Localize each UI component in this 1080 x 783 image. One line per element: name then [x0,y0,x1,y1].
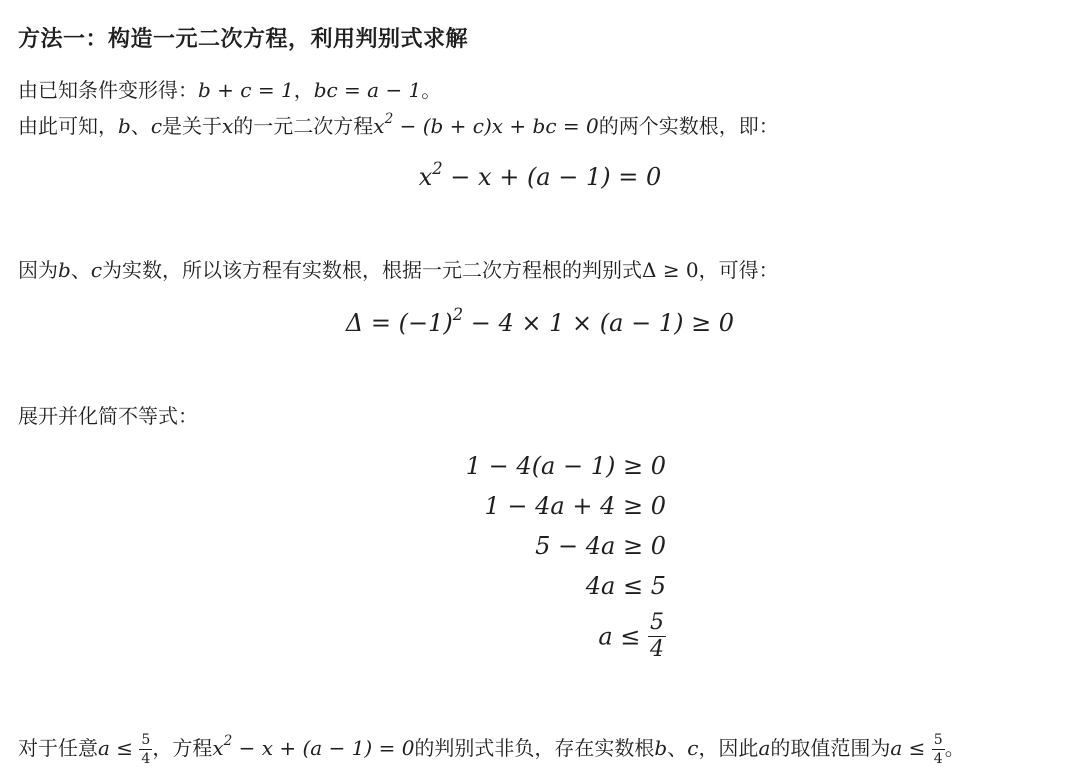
var-x: x [222,114,234,138]
text: 。 [944,736,965,760]
text: 的判别式非负，存在实数根 [414,736,655,760]
fraction: $\frac{5}{4}$ [650,610,664,662]
fraction: $\frac{5}{4}$ [141,732,151,767]
text: 的取值范围为 [770,736,891,760]
text: ，方程 [152,736,213,760]
math-sum: b + c = 1 [198,78,294,102]
text: ，因此 [698,736,759,760]
quadratic-equation: $x^2 - x + (a - 1) = 0$ [418,158,662,191]
step-2: 1 − 4a + 4 ≥ 0 [484,492,666,520]
section-heading: 方法一：构造一元二次方程，利用判别式求解 [18,27,469,52]
discriminant-equation: $\Delta = (-1)^2 - 4 \times 1 \times (a - 1) \ge 0$ [345,304,735,337]
discriminant-statement [18,252,779,288]
inline-equation: $x^2 - x + (a - 1) = 0$ [212,733,415,760]
given-conditions [18,72,441,108]
var-b: b [58,258,71,282]
var-c: c [687,736,699,760]
text: 、 [130,114,151,138]
text: 由此可知， [18,114,118,138]
text: 、 [70,258,91,282]
text: 对于任意 [18,736,98,760]
step-3: 5 − 4a ≥ 0 [535,532,666,560]
var-b: b [654,736,668,760]
var-c: c [150,114,163,138]
roots-statement [18,108,779,144]
given-text: 由已知条件变形得： [18,78,198,102]
step-4: 4a ≤ 5 [585,572,666,600]
text: ，可得： [698,258,779,282]
var-c: c [90,258,103,282]
var-b: b [118,114,131,138]
simplify-label: 展开并化简不等式： [18,404,198,428]
math-product: bc = a − 1 [313,78,422,102]
inequality: a ≤ [98,736,140,760]
period: 。 [421,78,442,102]
text: 的两个实数根，即： [598,114,779,138]
text: 为实数，所以该方程有实数根，根据一元二次方程根的判别式 [102,258,643,282]
step-5: a ≤ $\frac{5}{4}$ [598,610,664,662]
inline-equation: $x^2 - (b + c)x$ + bc = 0 [373,111,599,138]
text: 因为 [18,258,58,282]
final-inequality: a ≤ [890,736,932,760]
fraction: $\frac{5}{4}$ [933,732,943,767]
conclusion [18,730,965,766]
text: 是关于 [162,114,223,138]
text: 、 [667,736,688,760]
discriminant-condition: Δ ≥ 0 [642,258,699,282]
var-a: a [758,736,771,760]
text: 的一元二次方程 [233,114,374,138]
step-1: 1 − 4(a − 1) ≥ 0 [465,452,666,480]
comma: ， [293,78,314,102]
